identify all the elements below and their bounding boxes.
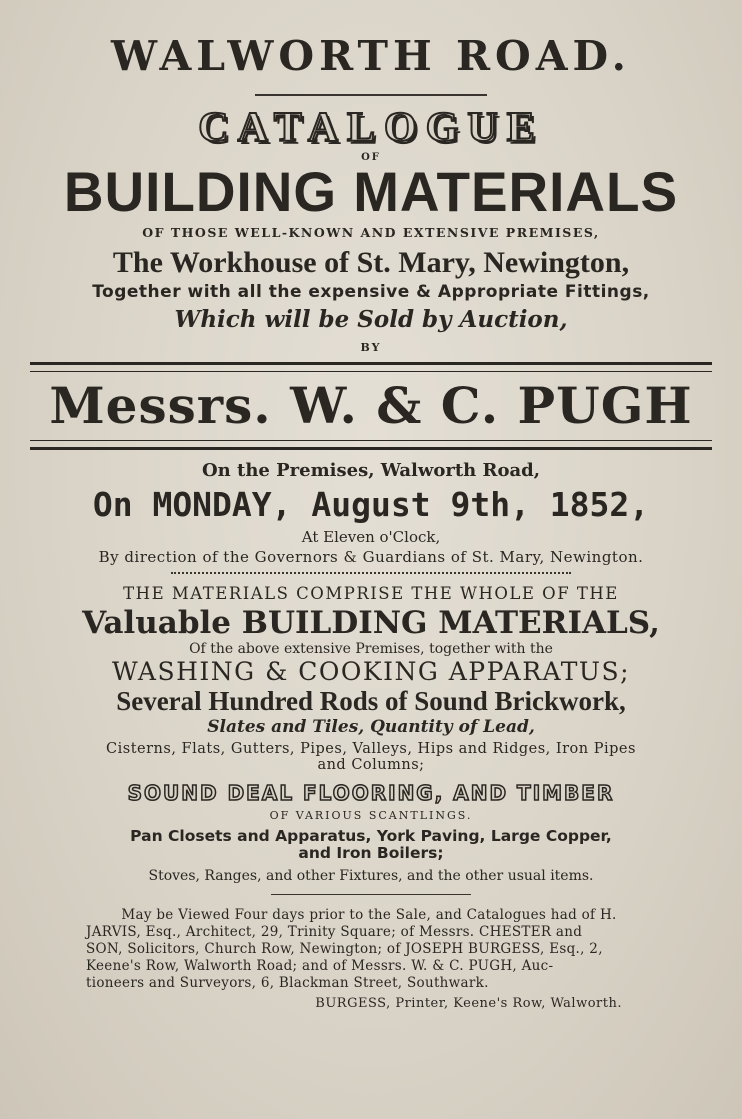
- divider: [255, 94, 487, 96]
- auctioneers-name: Messrs. W. & C. PUGH: [49, 376, 693, 435]
- of-above-line: Of the above extensive Premises, together with the: [189, 641, 553, 657]
- viewing-notice: [30, 907, 712, 992]
- viewing-line-3: SON, Solicitors, Church Row, Newington; of JOSEPH BURGESS, Esq., 2,: [86, 941, 603, 957]
- direction-line: By direction of the Governors & Guardians of St. Mary, Newington.: [98, 548, 644, 566]
- stoves-line: Stoves, Ranges, and other Fixtures, and the other usual items.: [148, 868, 594, 884]
- catalogue-heading: CATALOGUE: [198, 105, 544, 151]
- washing-apparatus-line: WASHING & COOKING APPARATUS;: [111, 657, 631, 686]
- sale-date: On MONDAY, August 9th, 1852,: [92, 485, 650, 524]
- viewing-line-5: tioneers and Surveyors, 6, Blackman Street, Southwark.: [86, 975, 489, 991]
- auction-line: Which will be Sold by Auction,: [174, 306, 568, 333]
- double-rule-bottom: [30, 440, 712, 450]
- of-word: OF: [361, 152, 381, 163]
- premises-description: OF THOSE WELL-KNOWN AND EXTENSIVE PREMISES,: [142, 225, 600, 240]
- printer-imprint: BURGESS, Printer, Keene's Row, Walworth.: [315, 996, 622, 1011]
- footer-divider: [271, 894, 471, 895]
- slates-line: Slates and Tiles, Quantity of Lead,: [207, 717, 535, 737]
- valuable-materials-line: Valuable BUILDING MATERIALS,: [82, 605, 660, 641]
- by-word: BY: [360, 341, 382, 354]
- cisterns-line-1: Cisterns, Flats, Gutters, Pipes, Valleys, Hips and Ridges, Iron Pipes: [106, 741, 636, 757]
- wavy-divider: [171, 572, 571, 580]
- pan-closets-line-1: Pan Closets and Apparatus, York Paving, Large Copper,: [130, 827, 612, 845]
- double-rule-top: [30, 362, 712, 372]
- viewing-line-4: Keene's Row, Walworth Road; and of Messrs. W. & C. PUGH, Auc-: [86, 958, 554, 974]
- viewing-line-2: JARVIS, Esq., Architect, 29, Trinity Square; of Messrs. CHESTER and: [86, 924, 583, 940]
- viewing-line-1: May be Viewed Four days prior to the Sale, and Catalogues had of H.: [121, 907, 617, 923]
- sound-deal-line: SOUND DEAL FLOORING, AND TIMBER: [127, 781, 615, 805]
- location-heading: WALWORTH ROAD.: [111, 32, 631, 80]
- sale-time: At Eleven o'Clock,: [301, 528, 441, 546]
- comprise-line: THE MATERIALS COMPRISE THE WHOLE OF THE: [123, 584, 619, 603]
- building-materials-heading: BUILDING MATERIALS: [63, 160, 679, 223]
- on-premises-line: On the Premises, Walworth Road,: [201, 460, 541, 481]
- fittings-line: Together with all the expensive & Appropriate Fittings,: [92, 282, 650, 302]
- pan-closets-line-2: and Iron Boilers;: [298, 844, 444, 862]
- cisterns-line-2: and Columns;: [317, 757, 425, 773]
- scantlings-line: OF VARIOUS SCANTLINGS.: [269, 809, 473, 822]
- brickwork-line: Several Hundred Rods of Sound Brickwork,: [116, 686, 626, 716]
- workhouse-line: The Workhouse of St. Mary, Newington,: [112, 246, 630, 279]
